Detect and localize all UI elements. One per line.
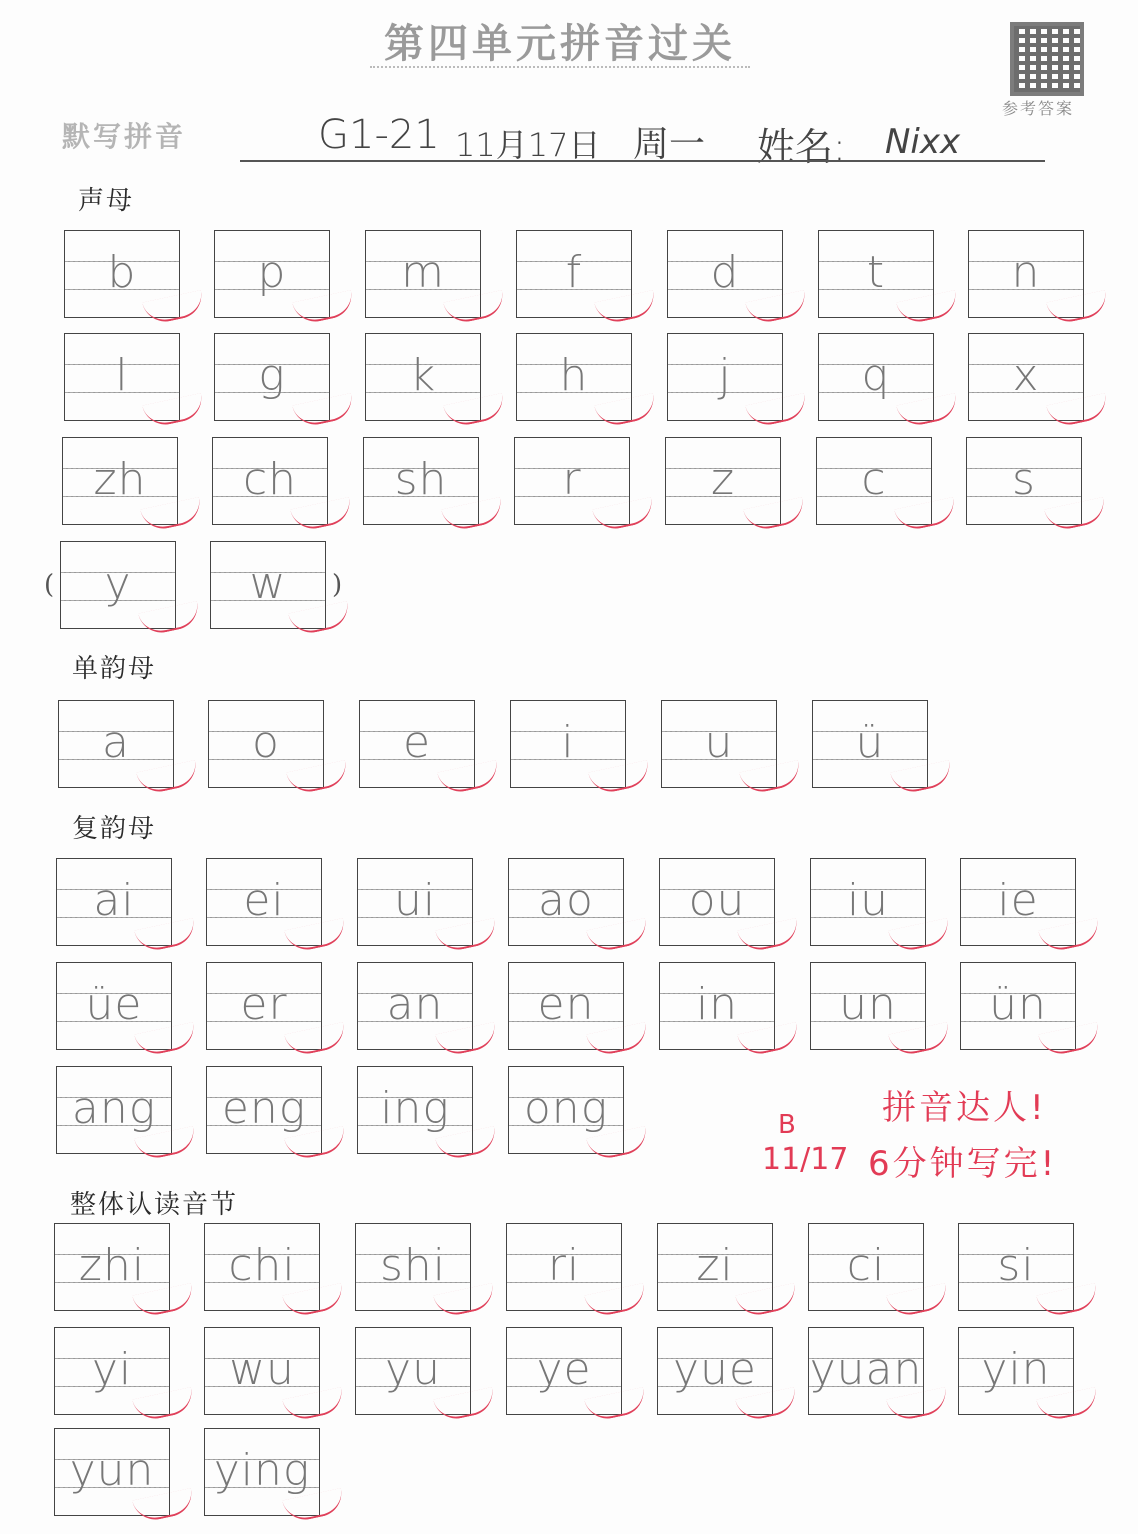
- name-field: Nixx: [885, 122, 961, 162]
- pinyin-answer: üe: [85, 979, 143, 1030]
- pinyin-answer: d: [710, 247, 740, 298]
- pinyin-answer: r: [562, 454, 582, 505]
- pinyin-answer: er: [240, 979, 288, 1030]
- worksheet-title: 第四单元拼音过关: [384, 21, 736, 67]
- pinyin-answer: yun: [69, 1445, 155, 1496]
- pinyin-answer: yin: [981, 1344, 1051, 1395]
- qr-code-icon: [1010, 22, 1084, 96]
- heading-simple-finals: 单韵母: [72, 654, 157, 684]
- pinyin-answer: ye: [536, 1344, 592, 1395]
- pinyin-answer: u: [704, 717, 734, 768]
- pinyin-answer: o: [252, 717, 280, 768]
- pinyin-answer: yi: [91, 1344, 133, 1395]
- pinyin-answer: g: [258, 350, 286, 401]
- pinyin-answer: ch: [242, 454, 298, 505]
- pinyin-answer: en: [537, 979, 595, 1030]
- pinyin-answer: in: [695, 979, 739, 1030]
- pinyin-answer: shi: [379, 1240, 447, 1291]
- pinyin-answer: c: [861, 454, 887, 505]
- pinyin-answer: yue: [673, 1344, 757, 1395]
- paren-open: (: [44, 570, 55, 600]
- pinyin-answer: ci: [846, 1240, 886, 1291]
- pinyin-answer: zhi: [78, 1240, 146, 1291]
- pinyin-answer: ing: [380, 1083, 450, 1134]
- pinyin-answer: m: [401, 247, 445, 298]
- paren-close: ): [332, 570, 343, 600]
- heading-initials: 声母: [78, 186, 135, 216]
- name-label: 姓名:: [757, 125, 846, 169]
- pinyin-answer: ie: [997, 875, 1039, 926]
- pinyin-answer: yuan: [809, 1344, 923, 1395]
- pinyin-answer: ying: [213, 1445, 311, 1496]
- pinyin-answer: iu: [846, 875, 890, 926]
- pinyin-answer: t: [866, 247, 886, 298]
- header-underline: [240, 160, 1045, 162]
- pinyin-answer: zi: [696, 1240, 734, 1291]
- pinyin-answer: si: [997, 1240, 1035, 1291]
- pinyin-answer: sh: [394, 454, 448, 505]
- pinyin-answer: ei: [243, 875, 285, 926]
- pinyin-answer: b: [107, 247, 137, 298]
- pinyin-answer: a: [102, 717, 130, 768]
- pinyin-answer: q: [861, 350, 891, 401]
- pinyin-answer: n: [1011, 247, 1041, 298]
- pinyin-answer: wu: [229, 1344, 295, 1395]
- heading-compound-finals: 复韵母: [72, 814, 157, 844]
- pinyin-answer: ui: [393, 875, 437, 926]
- pinyin-answer: un: [839, 979, 897, 1030]
- pinyin-answer: ün: [989, 979, 1047, 1030]
- pinyin-answer: h: [559, 350, 589, 401]
- pinyin-answer: ou: [688, 875, 746, 926]
- pinyin-answer: j: [718, 350, 732, 401]
- pinyin-answer: p: [257, 247, 287, 298]
- teacher-comment-line1: 拼音达人!: [882, 1088, 1047, 1128]
- pinyin-answer: l: [115, 350, 129, 401]
- pinyin-answer: ri: [547, 1240, 581, 1291]
- pinyin-answer: ang: [71, 1083, 157, 1134]
- pinyin-answer: ai: [93, 875, 135, 926]
- pinyin-answer: f: [565, 247, 583, 298]
- pinyin-answer: i: [561, 717, 575, 768]
- pinyin-answer: chi: [228, 1240, 296, 1291]
- pinyin-answer: e: [402, 717, 432, 768]
- section-tag: 默写拼音: [62, 120, 187, 153]
- pinyin-answer: ong: [523, 1083, 609, 1134]
- date-field: 11月17日: [455, 126, 601, 164]
- pinyin-answer: k: [409, 350, 437, 401]
- pinyin-answer: w: [249, 558, 287, 609]
- grade-mark: B: [778, 1110, 796, 1140]
- pinyin-answer: z: [710, 454, 736, 505]
- pinyin-answer: eng: [221, 1083, 307, 1134]
- class-field: G1-21: [318, 112, 440, 158]
- title-divider: [370, 66, 750, 68]
- pinyin-answer: ao: [538, 875, 594, 926]
- pinyin-answer: ü: [855, 717, 885, 768]
- pinyin-answer: yu: [385, 1344, 441, 1395]
- qr-caption: 参考答案: [1002, 99, 1075, 118]
- pinyin-answer: s: [1012, 454, 1036, 505]
- teacher-comment-line2: 6分钟写完!: [868, 1144, 1058, 1184]
- pinyin-answer: y: [104, 558, 132, 609]
- heading-whole-syllables: 整体认读音节: [70, 1190, 239, 1220]
- weekday-field: 周一: [633, 124, 706, 165]
- pinyin-answer: x: [1012, 350, 1040, 401]
- pinyin-answer: an: [386, 979, 444, 1030]
- grade-date: 11/17: [762, 1142, 849, 1177]
- pinyin-answer: zh: [93, 454, 147, 505]
